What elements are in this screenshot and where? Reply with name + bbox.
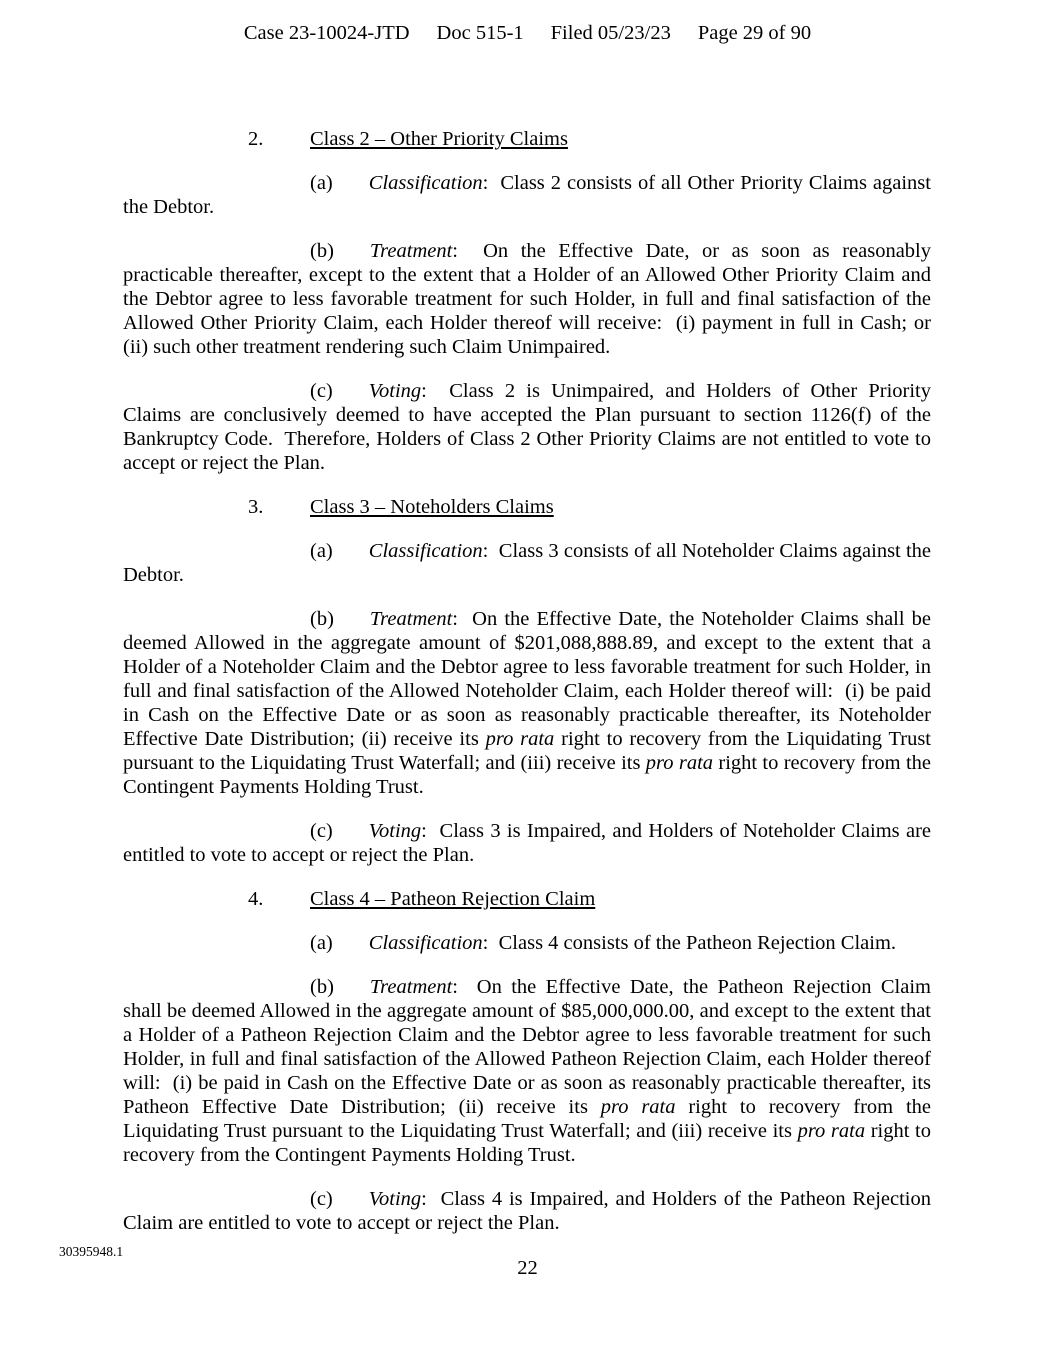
emphasized-text: Treatment xyxy=(369,240,453,262)
paragraph-label: (a) xyxy=(310,172,333,194)
body-text: right to recovery from the Liquidating Trust pursuant to the Liquidating Trust Waterfall; and (iii) receive its xyxy=(123,1096,931,1142)
paragraph xyxy=(123,171,931,219)
section-number: 2. xyxy=(248,128,264,150)
paragraph xyxy=(123,819,931,867)
paragraph-label: (c) xyxy=(310,820,333,842)
paragraph-label: (a) xyxy=(310,932,333,954)
section-title: Class 3 – Noteholders Claims xyxy=(310,496,554,518)
emphasized-text: Classification xyxy=(368,540,483,562)
body-text: : On the Effective Date, the Patheon Rejection Claim shall be deemed Allowed in the aggregate amount of $85,000,000.00, and except to the extent that a Holder of a Patheon Rejection Claim and the Debtor agree to less favorable treatment for such Holder, in full and final satisfaction of the Allowed Patheon Rejection Claim, each Holder thereof will: (i) be paid in Cash on the Effective Date or as soon as reasonably practicable thereafter, its Patheon Effective Date Distribution; (ii) receive its xyxy=(123,976,931,1118)
body-text: : Class 3 is Impaired, and Holders of Noteholder Claims are entitled to vote to accept or reject the Plan. xyxy=(123,820,931,866)
footer-doc-id: 30395948.1 xyxy=(59,1244,124,1259)
paragraph xyxy=(123,379,931,475)
body-text: : On the Effective Date, the Noteholder Claims shall be deemed Allowed in the aggregate amount of $201,088,888.89, and except to the extent that a Holder of a Noteholder Claim and the Debtor agree to less favorable treatment for such Holder, in full and final satisfaction of the Allowed Noteholder Claim, each Holder thereof will: (i) be paid in Cash on the Effective Date or as soon as reasonably practicable thereafter, its Noteholder Effective Date Distribution; (ii) receive its xyxy=(123,608,931,750)
paragraph xyxy=(123,239,931,359)
emphasized-text: Treatment xyxy=(369,976,453,998)
case-header-segment: Case 23-10024-JTD xyxy=(243,22,410,44)
body-text: : On the Effective Date, or as soon as reasonably practicable thereafter, except to the extent that a Holder of an Allowed Other Priority Claim and the Debtor agree to less favorable treatment for such Holder, in full and final satisfaction of the Allowed Other Priority Claim, each Holder thereof will receive: (i) payment in full in Cash; or (ii) such other treatment rendering such Claim Unimpaired. xyxy=(123,240,931,358)
case-header-segment: Doc 515-1 xyxy=(436,22,524,44)
body-text: : Class 2 consists of all Other Priority Claims against the Debtor. xyxy=(123,172,931,218)
paragraph-label: (c) xyxy=(310,380,333,402)
body-text: : Class 4 is Impaired, and Holders of the Patheon Rejection Claim are entitled to vote to accept or reject the Plan. xyxy=(123,1188,931,1234)
emphasized-text: Voting xyxy=(368,820,422,842)
case-header-segment: Page 29 of 90 xyxy=(697,22,812,44)
emphasized-text: pro rata xyxy=(485,728,555,750)
section-number: 3. xyxy=(248,496,264,518)
paragraph-label: (b) xyxy=(310,608,334,630)
body-text: right to recovery from the Contingent Payments Holding Trust. xyxy=(123,752,931,798)
paragraph-label: (a) xyxy=(310,540,333,562)
emphasized-text: pro rata xyxy=(645,752,714,774)
paragraph xyxy=(123,975,931,1167)
emphasized-text: pro rata xyxy=(600,1096,676,1118)
paragraph-label: (b) xyxy=(310,976,334,998)
section-heading xyxy=(123,495,931,519)
body-text: : Class 3 consists of all Noteholder Claims against the Debtor. xyxy=(123,540,931,586)
body-text: : Class 4 consists of the Patheon Rejection Claim. xyxy=(482,932,897,954)
emphasized-text: Voting xyxy=(368,1188,422,1210)
emphasized-text: pro rata xyxy=(797,1120,866,1142)
emphasized-text: Classification xyxy=(368,932,483,954)
section-heading xyxy=(123,887,931,911)
paragraph xyxy=(123,607,931,799)
paragraph xyxy=(123,1187,931,1235)
section-title: Class 4 – Patheon Rejection Claim xyxy=(310,888,596,910)
body-text: right to recovery from the Contingent Payments Holding Trust. xyxy=(123,1120,932,1166)
emphasized-text: Treatment xyxy=(369,608,453,630)
section-heading xyxy=(123,127,931,151)
paragraph xyxy=(123,539,931,587)
paragraph xyxy=(123,931,931,955)
section-title: Class 2 – Other Priority Claims xyxy=(310,128,568,150)
paragraph-label: (b) xyxy=(310,240,334,262)
body-text: right to recovery from the Liquidating Trust pursuant to the Liquidating Trust Waterfall; and (iii) receive its xyxy=(123,728,932,774)
page-number: 22 xyxy=(517,1257,538,1279)
case-header xyxy=(0,22,1055,45)
case-header-segment: Filed 05/23/23 xyxy=(550,22,671,44)
body-text: : Class 2 is Unimpaired, and Holders of Other Priority Claims are conclusively deemed to have accepted the Plan pursuant to section 1126(f) of the Bankruptcy Code. Therefore, Holders of Class 2 Other Priority Claims are not entitled to vote to accept or reject the Plan. xyxy=(123,380,931,474)
section-number: 4. xyxy=(248,888,264,910)
document-body xyxy=(123,127,931,1255)
emphasized-text: Voting xyxy=(368,380,422,402)
emphasized-text: Classification xyxy=(368,172,483,194)
paragraph-label: (c) xyxy=(310,1188,333,1210)
